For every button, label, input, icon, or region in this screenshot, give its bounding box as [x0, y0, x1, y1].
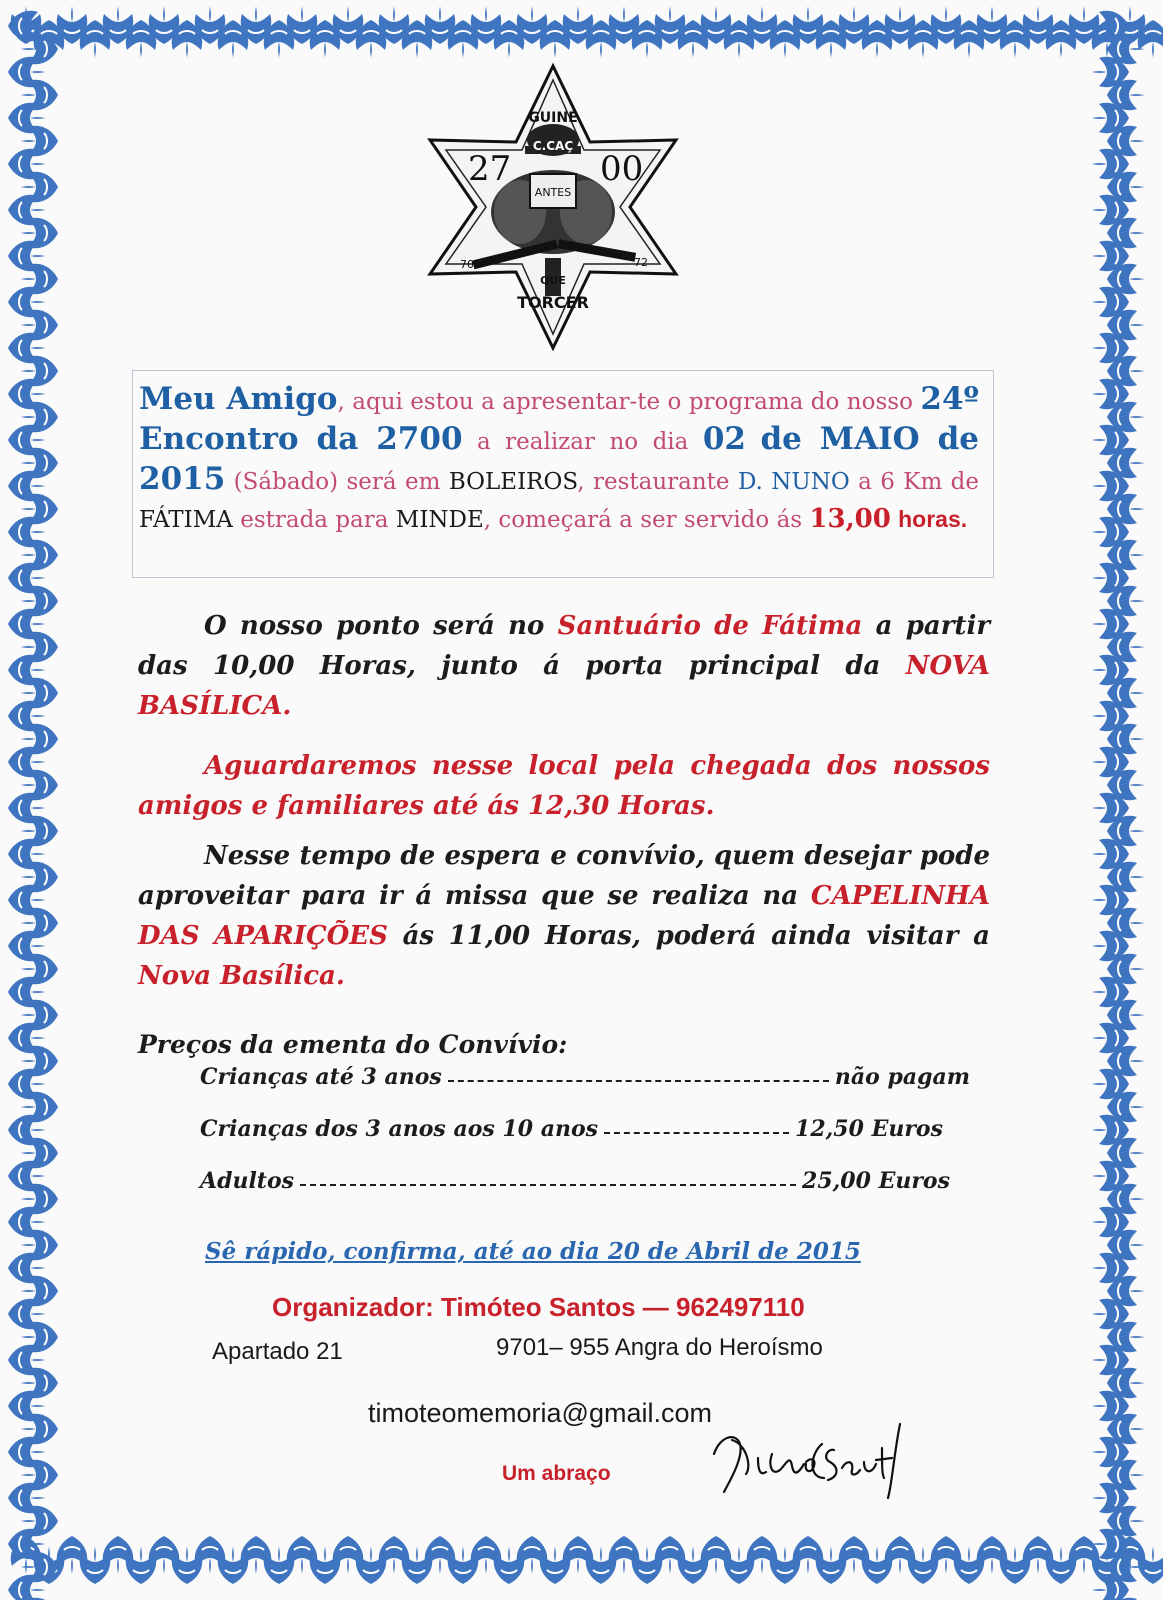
intro-text-2: a realizar no dia [462, 429, 703, 455]
new-basilica-name: Nova Basílica. [138, 961, 345, 991]
emblem-bottom-small: QUE [540, 274, 566, 287]
emblem-unit-text: C.CAÇ [532, 139, 574, 153]
intro-text-5: estrada para [232, 507, 396, 533]
intro-text-1: , aqui estou a apresentar-te o programa do nosso [337, 389, 921, 415]
event-place: BOLEIROS [448, 469, 578, 495]
flower-ornament-icon [1103, 1591, 1147, 1600]
price-row [200, 1116, 943, 1142]
event-day: 02 [702, 421, 746, 457]
emblem-year-left: 70 [460, 258, 474, 271]
price-label: Crianças até 3 anos [200, 1064, 442, 1090]
event-weekday: (Sábado) será em [225, 469, 449, 495]
city-name: FÁTIMA [139, 507, 233, 533]
email-address[interactable]: timoteomemoria@gmail.com [368, 1398, 712, 1428]
mass-paragraph [138, 836, 990, 996]
intro-text-3: , restaurante [577, 469, 738, 495]
price-row [200, 1064, 970, 1090]
price-value: não pagam [834, 1064, 970, 1090]
para1-text-c: a partir das 10,00 Horas, junto á porta principal da [138, 611, 991, 681]
event-name: 24º Encontro da 2700 [139, 381, 980, 457]
chapel-name: CAPELINHA DAS APARIÇÕES [138, 881, 990, 951]
road-name: MINDE [395, 507, 484, 533]
intro-text-4: a 6 Km de [849, 469, 980, 495]
emblem-number-left: 27 [468, 149, 512, 189]
price-label: Crianças dos 3 anos aos 10 anos [200, 1116, 598, 1142]
postal-address: 9701– 955 Angra do Heroísmo [496, 1334, 823, 1361]
star-emblem-logo [408, 62, 698, 352]
organizer-line: Organizador: Timóteo Santos — 962497110 [272, 1292, 805, 1322]
bottom-floral-border [0, 1528, 1163, 1600]
price-value: 25,00 Euros [802, 1168, 950, 1194]
sanctuary-name: Santuário de Fátima [557, 611, 863, 641]
restaurant-name: D. NUNO [737, 469, 850, 495]
handwritten-signature [706, 1414, 926, 1506]
emblem-number-right: 00 [600, 149, 644, 189]
meeting-paragraph [138, 606, 990, 726]
event-date: de MAIO de 2015 [139, 421, 980, 497]
closing-text: Um abraço [502, 1462, 611, 1485]
para1-text-a: O nosso ponto será no [204, 611, 558, 641]
top-floral-border [0, 0, 1163, 70]
emblem-year-right: 72 [634, 256, 648, 269]
para2-text: Aguardaremos nesse local pela chegada dos nossos amigos e familiares até ás 12,30 Horas. [138, 751, 990, 821]
confirm-deadline: Sê rápido, confirma, até ao dia 20 de Abril de 2015 [205, 1238, 861, 1265]
waiting-paragraph [138, 746, 990, 826]
price-label: Adultos [200, 1168, 295, 1194]
emblem-middle-text: ANTES [534, 186, 572, 199]
po-box: Apartado 21 [212, 1338, 343, 1365]
greeting: Meu Amigo [139, 381, 338, 417]
price-row [200, 1168, 950, 1194]
para3-text-a: Nesse tempo de espera e convívio, quem desejar pode aproveitar para ir á missa que se realiza na [138, 841, 990, 911]
para3-text-c: ás 11,00 Horas, poderá ainda visitar a [387, 921, 990, 951]
emblem-top-text: GUINÉ [528, 110, 578, 126]
basilica-name: NOVA BASÍLICA. [138, 651, 990, 721]
intro-box [132, 370, 994, 578]
flower-ornament-icon [18, 1591, 62, 1600]
intro-text-6: , começará a ser servido ás [483, 507, 810, 533]
serving-time-unit: horas. [898, 506, 968, 532]
serving-time: 13,00 [809, 504, 891, 534]
prices-title: Preços da ementa do Convívio: [138, 1030, 568, 1059]
right-floral-border [1085, 0, 1163, 1600]
price-value: 12,50 Euros [795, 1116, 943, 1142]
left-floral-border [0, 0, 78, 1600]
emblem-bottom-text: TORCER [517, 293, 589, 312]
